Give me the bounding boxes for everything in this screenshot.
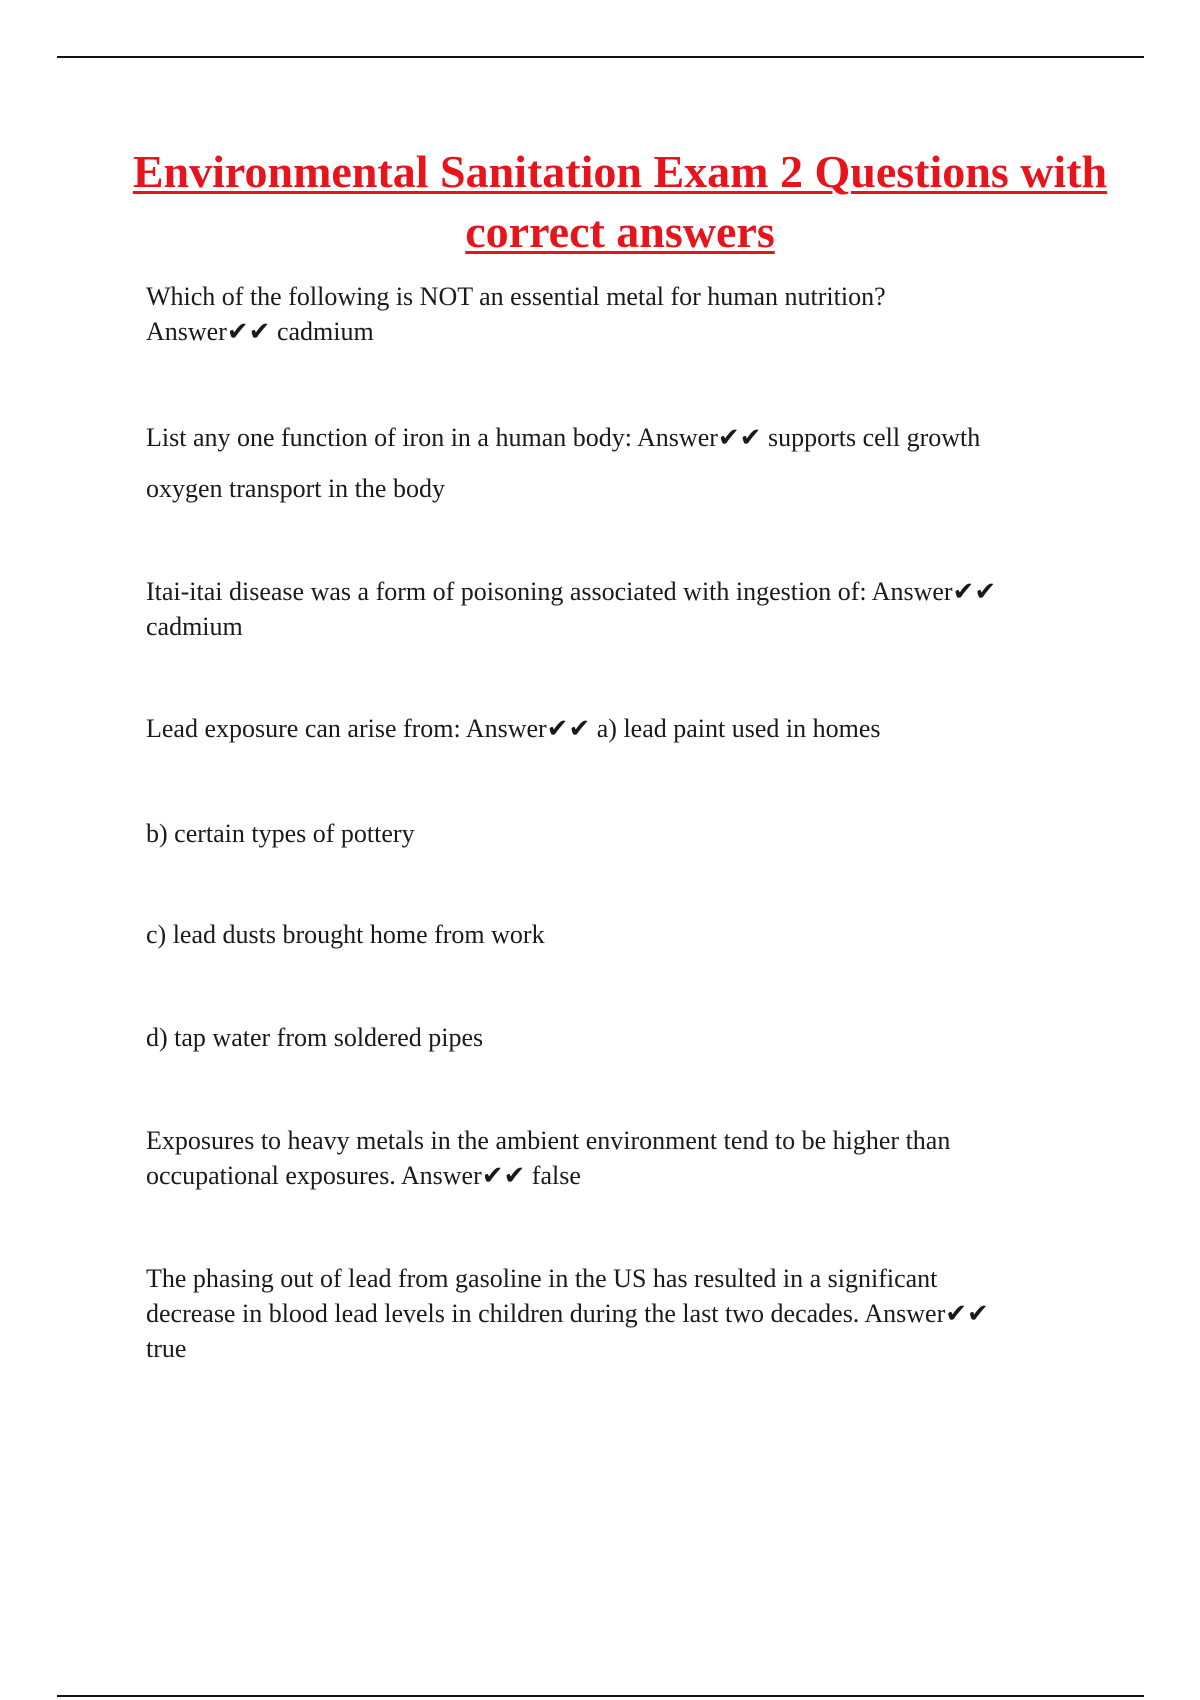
- question-6: The phasing out of lead from gasoline in the US has resulted in a significant decrease in blood lead levels in children during the last two decades. Answer✔✔ true: [146, 1264, 989, 1363]
- question-2: List any one function of iron in a human body: Answer✔✔ supports cell growth oxygen transport in the body: [146, 423, 981, 503]
- option-c: c) lead dusts brought home from work: [146, 920, 545, 949]
- question-1: Which of the following is NOT an essential metal for human nutrition? Answer✔✔ cadmium: [146, 282, 886, 346]
- document-title: Environmental Sanitation Exam 2 Questions with correct answers: [132, 146, 1108, 257]
- top-rule: [57, 56, 1144, 58]
- question-3: Itai-itai disease was a form of poisoning associated with ingestion of: Answer✔✔ cadmium: [146, 577, 997, 641]
- question-5: Exposures to heavy metals in the ambient environment tend to be higher than occupational exposures. Answer✔✔ false: [146, 1126, 951, 1190]
- option-d: d) tap water from soldered pipes: [146, 1023, 484, 1052]
- option-b: b) certain types of pottery: [146, 819, 415, 848]
- question-4: Lead exposure can arise from: Answer✔✔ a) lead paint used in homes: [146, 714, 881, 743]
- bottom-rule: [57, 1695, 1144, 1697]
